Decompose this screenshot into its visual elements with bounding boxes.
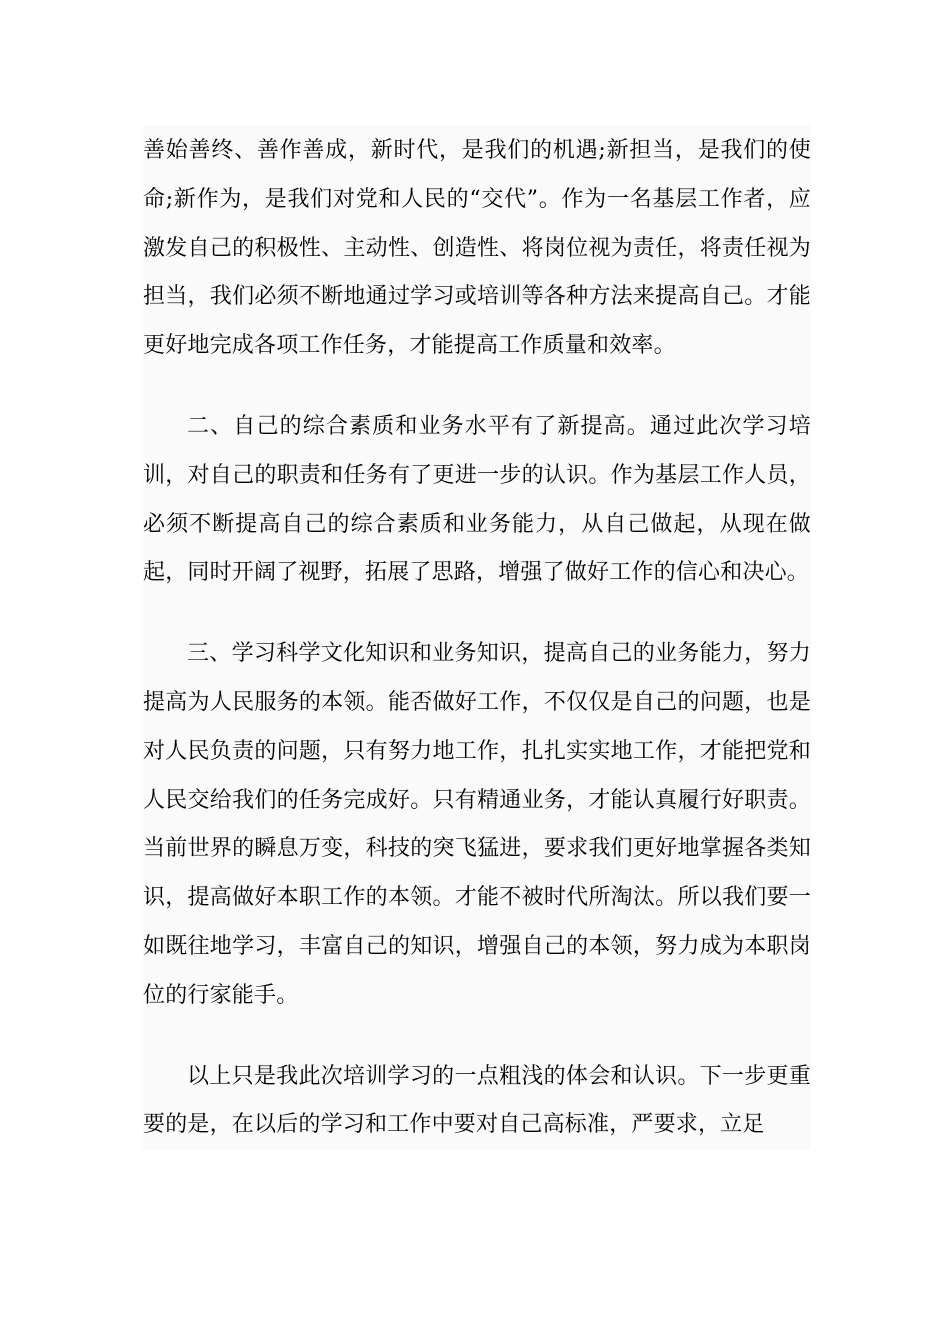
paragraph-gap	[143, 1021, 811, 1053]
paragraph-gap	[143, 598, 811, 630]
paragraph-4: 以上只是我此次培训学习的一点粗浅的体会和认识。下一步更重要的是，在以后的学习和工作中要对自己高标准，严要求，立足	[143, 1063, 811, 1138]
paragraph-2: 二、自己的综合素质和业务水平有了新提高。通过此次学习培训，对自己的职责和任务有了更进一步的认识。作为基层工作人员，必须不断提高自己的综合素质和业务能力，从自己做起，从现在做起，同时开阔了视野，拓展了思路，增强了做好工作的信心和决心。	[143, 413, 811, 586]
paragraph-1: 善始善终、善作善成，新时代，是我们的机遇;新担当，是我们的使命;新作为，是我们对党和人民的“交代”。作为一名基层工作者，应激发自己的积极性、主动性、创造性、将岗位视为责任，将责任视为担当，我们必须不断地通过学习或培训等各种方法来提高自己。才能更好地完成各项工作任务，才能提高工作质量和效率。	[143, 138, 811, 359]
paragraph-3: 三、学习科学文化知识和业务知识，提高自己的业务能力，努力提高为人民服务的本领。能否做好工作，不仅仅是自己的问题，也是对人民负责的问题，只有努力地工作，扎扎实实地工作，才能把党和人民交给我们的任务完成好。只有精通业务，才能认真履行好职责。当前世界的瞬息万变，科技的突飞猛进，要求我们更好地掌握各类知识，提高做好本职工作的本领。才能不被时代所淘汰。所以我们要一如既往地学习，丰富自己的知识，增强自己的本领，努力成为本职岗位的行家能手。	[143, 641, 811, 1008]
document-body	[143, 125, 811, 1150]
paragraph-gap	[143, 371, 811, 403]
